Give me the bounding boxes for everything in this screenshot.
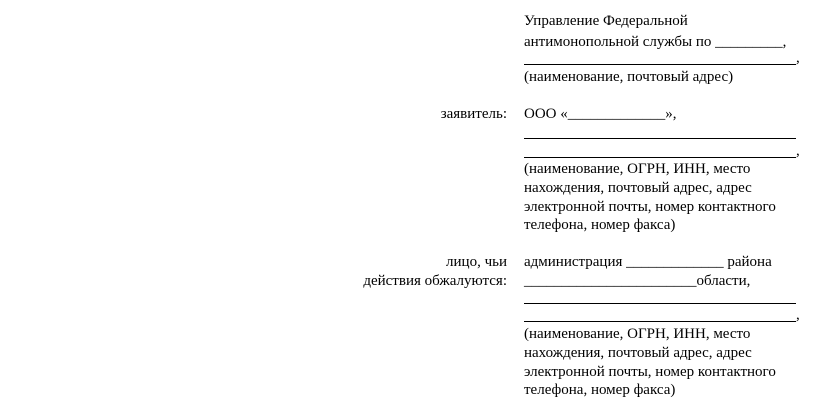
applicant-note-line-1: (наименование, ОГРН, ИНН, место bbox=[524, 161, 751, 177]
respondent-blank-rule-1 bbox=[524, 303, 796, 304]
respondent-note-line-1: (наименование, ОГРН, ИНН, место bbox=[524, 326, 751, 342]
respondent-note-line-2: нахождения, почтовый адрес, адрес bbox=[524, 345, 752, 361]
applicant-note-line-4: телефона, номер факса) bbox=[524, 217, 676, 233]
recipient-note: (наименование, почтовый адрес) bbox=[524, 69, 734, 85]
recipient-blank-rule bbox=[524, 64, 796, 65]
respondent-note-line-4: телефона, номер факса) bbox=[524, 382, 676, 398]
recipient-line-2: антимонопольной службы по _________, bbox=[524, 34, 787, 50]
respondent-label-line-2: действия обжалуются: bbox=[363, 273, 507, 289]
applicant-blank-comma: , bbox=[796, 143, 800, 159]
respondent-blank-comma: , bbox=[796, 307, 800, 323]
respondent-note-line-3: электронной почты, номер контактного bbox=[524, 364, 776, 380]
recipient-line-1: Управление Федеральной bbox=[524, 13, 688, 29]
applicant-line-1: ООО «_____________», bbox=[524, 106, 677, 122]
applicant-blank-rule-1 bbox=[524, 138, 796, 139]
applicant-note-line-3: электронной почты, номер контактного bbox=[524, 199, 776, 215]
applicant-label: заявитель: bbox=[440, 106, 507, 122]
recipient-blank-comma: , bbox=[796, 50, 800, 66]
respondent-label-line-1: лицо, чьи bbox=[446, 254, 507, 270]
respondent-line-1: администрация _____________ района bbox=[524, 254, 772, 270]
respondent-line-2: _______________________области, bbox=[524, 273, 751, 289]
respondent-blank-rule-2 bbox=[524, 321, 796, 322]
applicant-blank-rule-2 bbox=[524, 157, 796, 158]
applicant-note-line-2: нахождения, почтовый адрес, адрес bbox=[524, 180, 752, 196]
